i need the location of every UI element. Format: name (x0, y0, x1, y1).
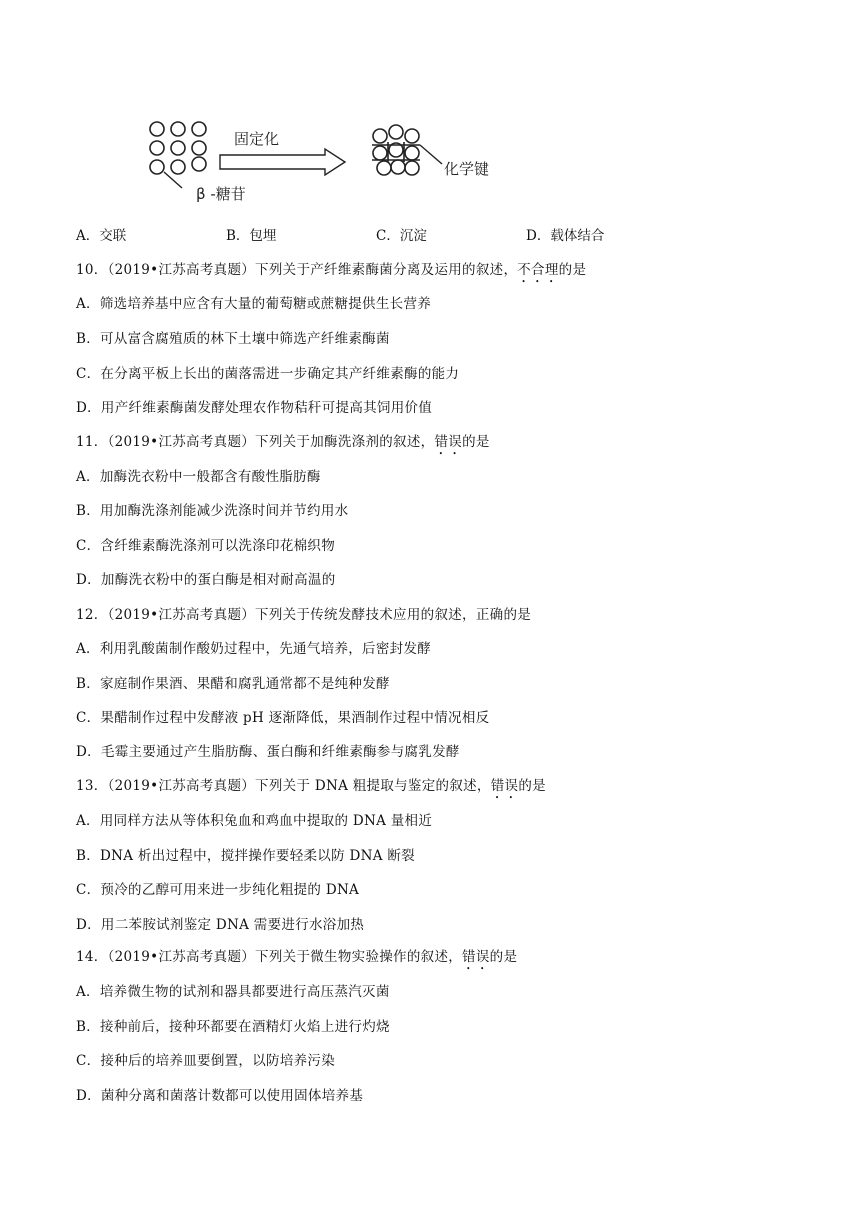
q9-option-a: A．交联 (76, 228, 127, 244)
question-12-option-b: B．家庭制作果酒、果醋和腐乳通常都不是纯种发酵 (76, 676, 390, 692)
question-14-option-d: D．菌种分离和菌落计数都可以使用固体培养基 (76, 1088, 364, 1104)
free-enzyme-circles (150, 122, 206, 174)
question-12-stem: 12．（2019•江苏高考真题）下列关于传统发酵技术应用的叙述，正确的是 (76, 607, 532, 623)
question-13-option-d: D．用二苯胺试剂鉴定 DNA 需要进行水浴加热 (76, 917, 365, 933)
q9-option-c: C．沉淀 (376, 228, 427, 244)
immobilization-diagram (140, 112, 520, 210)
emphasis-text: 错误 (490, 778, 519, 794)
question-11-option-d: D．加酶洗衣粉中的蛋白酶是相对耐高温的 (76, 572, 336, 588)
question-14-option-b: B．接种前后，接种环都要在酒精灯火焰上进行灼烧 (76, 1019, 390, 1035)
question-10-option-b: B．可从富含腐殖质的林下土壤中筛选产纤维素酶菌 (76, 331, 390, 347)
question-13-option-a: A．用同样方法从等体积兔血和鸡血中提取的 DNA 量相近 (76, 813, 433, 829)
chemical-bond-label: 化学键 (444, 160, 490, 178)
question-10-option-d: D．用产纤维素酶菌发酵处理农作物秸秆可提高其饲用价值 (76, 400, 433, 416)
question-14-option-a: A．培养微生物的试剂和器具都要进行高压蒸汽灭菌 (76, 984, 390, 1000)
question-13-option-b: B．DNA 析出过程中，搅拌操作要轻柔以防 DNA 断裂 (76, 848, 415, 864)
question-11-option-b: B．用加酶洗涤剂能减少洗涤时间并节约用水 (76, 503, 349, 519)
question-12-option-d: D．毛霉主要通过产生脂肪酶、蛋白酶和纤维素酶参与腐乳发酵 (76, 744, 460, 760)
arrow-label: 固定化 (234, 130, 280, 148)
question-12-option-c: C．果醋制作过程中发酵液 pH 逐渐降低，果酒制作过程中情况相反 (76, 710, 490, 726)
emphasis-text: 错误 (434, 434, 463, 450)
question-11-option-a: A．加酶洗衣粉中一般都含有酸性脂肪酶 (76, 469, 321, 485)
question-14-option-c: C．接种后的培养皿要倒置，以防培养污染 (76, 1053, 336, 1069)
q9-option-b: B．包埋 (226, 228, 277, 244)
question-10-stem: 10．（2019•江苏高考真题）下列关于产纤维素酶菌分离及运用的叙述，不合理的是 (76, 262, 587, 278)
question-10-option-a: A．筛选培养基中应含有大量的葡萄糖或蔗糖提供生长营养 (76, 296, 432, 312)
emphasis-text: 错误 (462, 949, 490, 965)
chemical-bond-lines (372, 142, 420, 162)
glucosidase-label: β -糖苷 (196, 185, 246, 203)
question-14-stem: 14．（2019•江苏高考真题）下列关于微生物实验操作的叙述，错误的是 (76, 949, 518, 965)
emphasis-text: 不合理 (517, 262, 559, 278)
question-13-option-c: C．预冷的乙醇可用来进一步纯化粗提的 DNA (76, 882, 360, 898)
question-11-option-c: C．含纤维素酶洗涤剂可以洗涤印花棉织物 (76, 538, 336, 554)
question-13-stem: 13．（2019•江苏高考真题）下列关于 DNA 粗提取与鉴定的叙述，错误的是 (76, 778, 546, 794)
arrow-icon (220, 149, 345, 175)
bond-pointer (420, 145, 442, 164)
q9-option-d: D．载体结合 (526, 228, 605, 244)
immobilized-enzyme-circles (373, 125, 419, 175)
question-11-stem: 11．（2019•江苏高考真题）下列关于加酶洗涤剂的叙述，错误的是 (76, 434, 490, 450)
question-10-option-c: C．在分离平板上长出的菌落需进一步确定其产纤维素酶的能力 (76, 366, 460, 382)
question-12-option-a: A．利用乳酸菌制作酸奶过程中，先通气培养，后密封发酵 (76, 641, 432, 657)
